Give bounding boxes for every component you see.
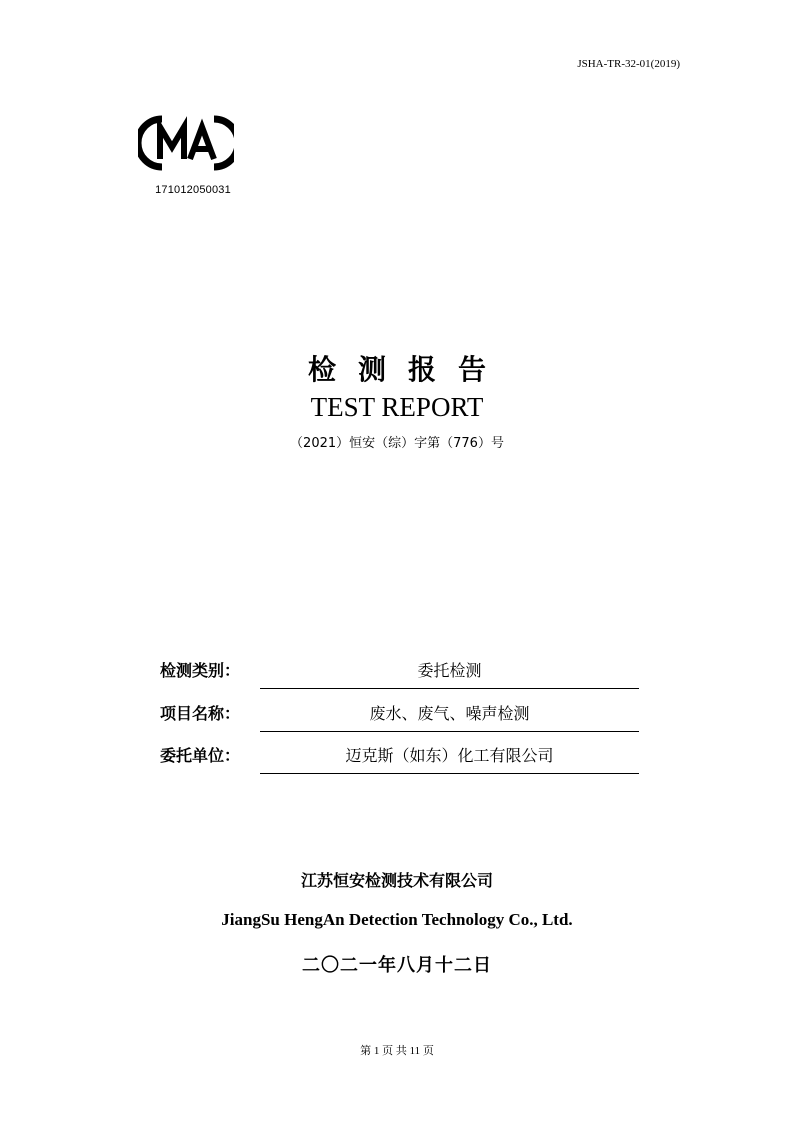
- company-name-cn: 江苏恒安检测技术有限公司: [300, 871, 493, 890]
- report-number: （2021）恒安（综）字第（776）号: [290, 436, 504, 451]
- field-value-project-name: 废水、废气、噪声检测: [369, 704, 530, 723]
- cma-certificate-number: 171012050031: [155, 184, 231, 196]
- field-value-client: 迈克斯（如东）化工有限公司: [345, 746, 554, 765]
- document-code: JSHA-TR-32-01(2019): [577, 58, 680, 70]
- report-title-en: TEST REPORT: [310, 392, 484, 422]
- page-number: 第 1 页 共 11 页: [360, 1045, 434, 1057]
- field-value-test-category: 委托检测: [417, 661, 482, 680]
- field-underline: [260, 731, 639, 732]
- company-name-en: JiangSu HengAn Detection Technology Co., Ltd.: [221, 910, 573, 929]
- report-date: 二〇二一年八月十二日: [302, 955, 492, 976]
- field-label-test-category: 检测类别：: [160, 661, 241, 680]
- report-title-cn: 检测报告: [307, 353, 508, 386]
- field-underline: [260, 773, 639, 774]
- field-label-client: 委托单位：: [160, 746, 241, 765]
- cma-logo: [138, 113, 234, 173]
- field-underline: [260, 688, 639, 689]
- field-label-project-name: 项目名称：: [160, 704, 241, 723]
